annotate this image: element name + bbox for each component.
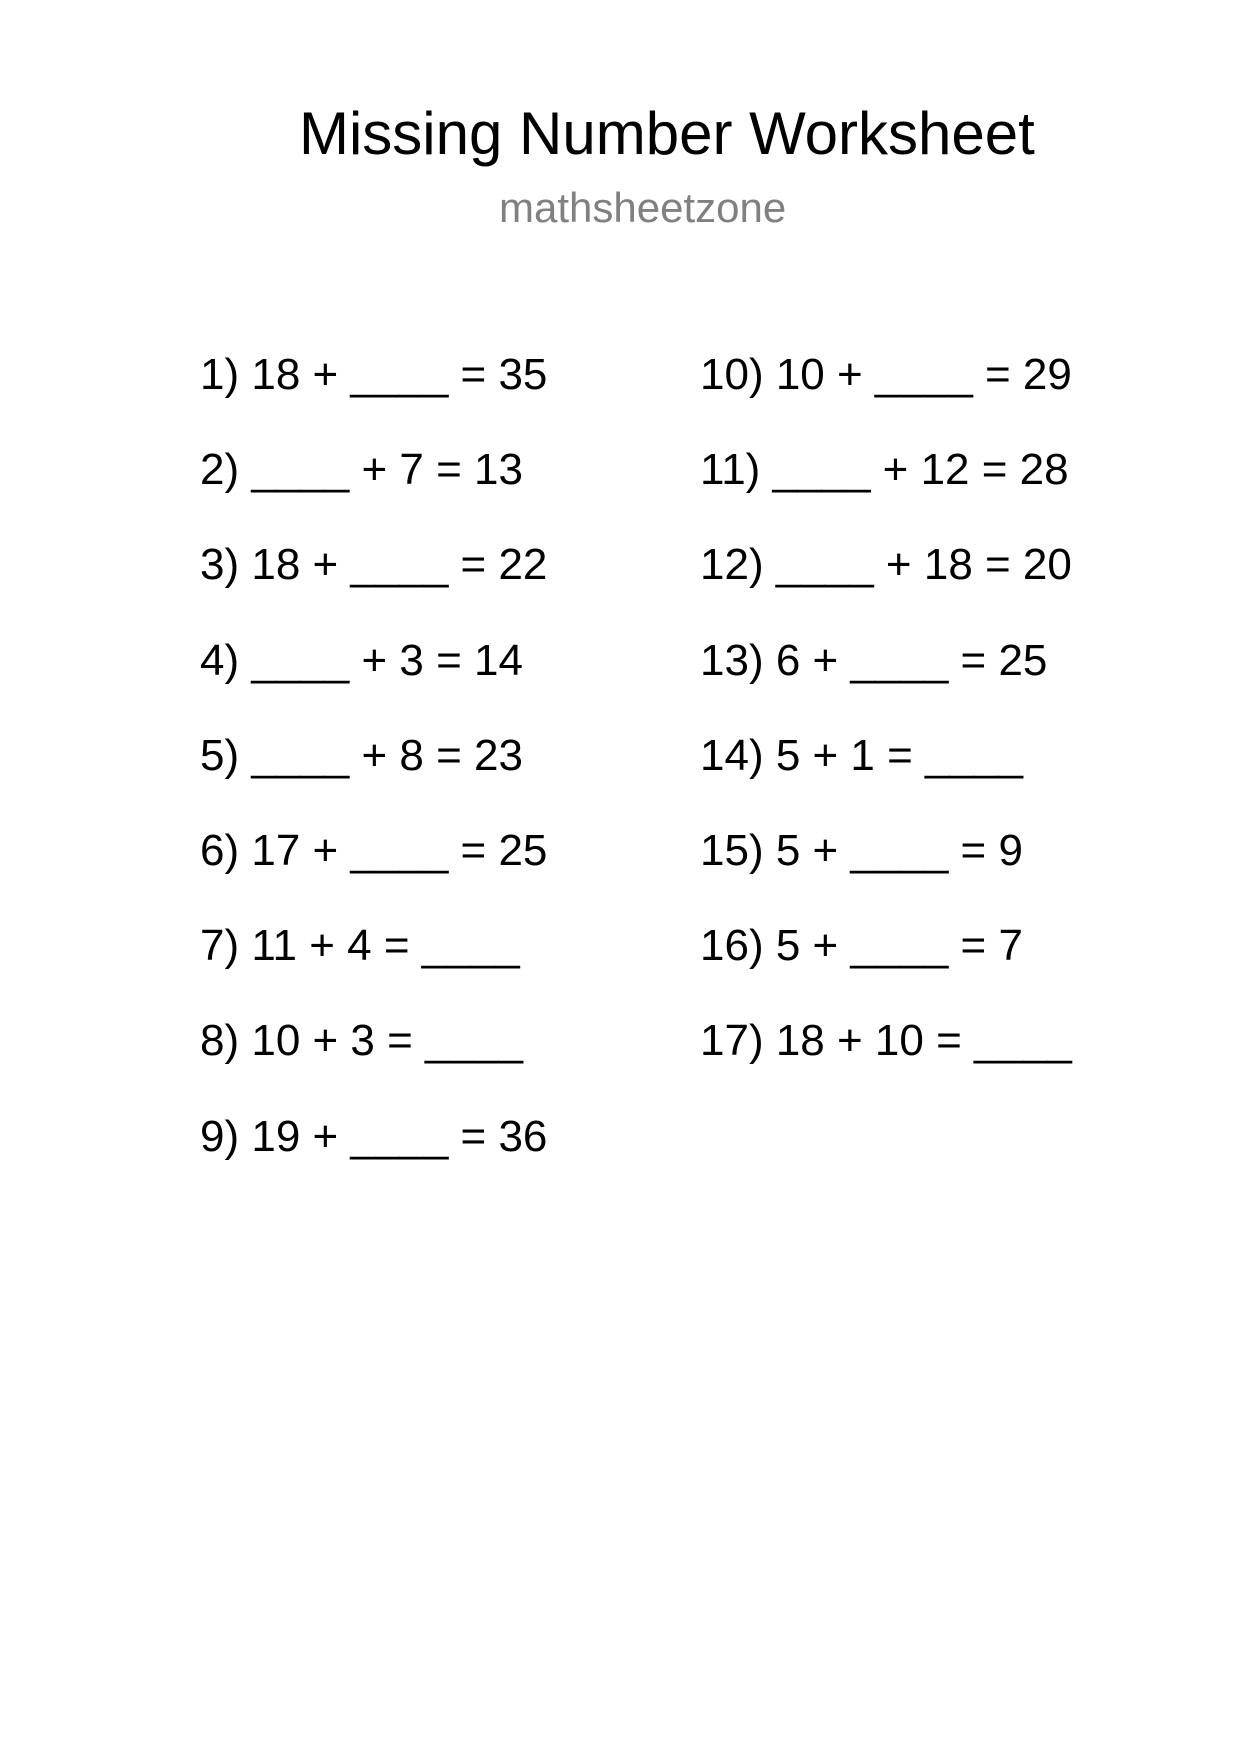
problem-3: 3) 18 + ____ = 22	[200, 540, 548, 589]
problem-1: 1) 18 + ____ = 35	[200, 350, 548, 399]
problem-8: 8) 10 + 3 = ____	[200, 1016, 523, 1065]
problem-9: 9) 19 + ____ = 36	[200, 1112, 548, 1161]
page-subtitle-source: mathsheetzone	[499, 184, 787, 231]
problem-11: 11) ____ + 12 = 28	[700, 445, 1069, 494]
problem-15: 15) 5 + ____ = 9	[700, 826, 1023, 875]
problem-2: 2) ____ + 7 = 13	[200, 445, 523, 494]
problem-6: 6) 17 + ____ = 25	[200, 826, 548, 875]
problem-5: 5) ____ + 8 = 23	[200, 731, 523, 780]
problem-7: 7) 11 + 4 = ____	[200, 921, 520, 970]
problem-13: 13) 6 + ____ = 25	[700, 636, 1048, 685]
page-title: Missing Number Worksheet	[299, 100, 1035, 167]
problem-17: 17) 18 + 10 = ____	[700, 1016, 1072, 1065]
problem-16: 16) 5 + ____ = 7	[700, 921, 1023, 970]
problem-4: 4) ____ + 3 = 14	[200, 636, 523, 685]
problem-14: 14) 5 + 1 = ____	[700, 731, 1023, 780]
problem-10: 10) 10 + ____ = 29	[700, 350, 1072, 399]
problem-12: 12) ____ + 18 = 20	[700, 540, 1072, 589]
